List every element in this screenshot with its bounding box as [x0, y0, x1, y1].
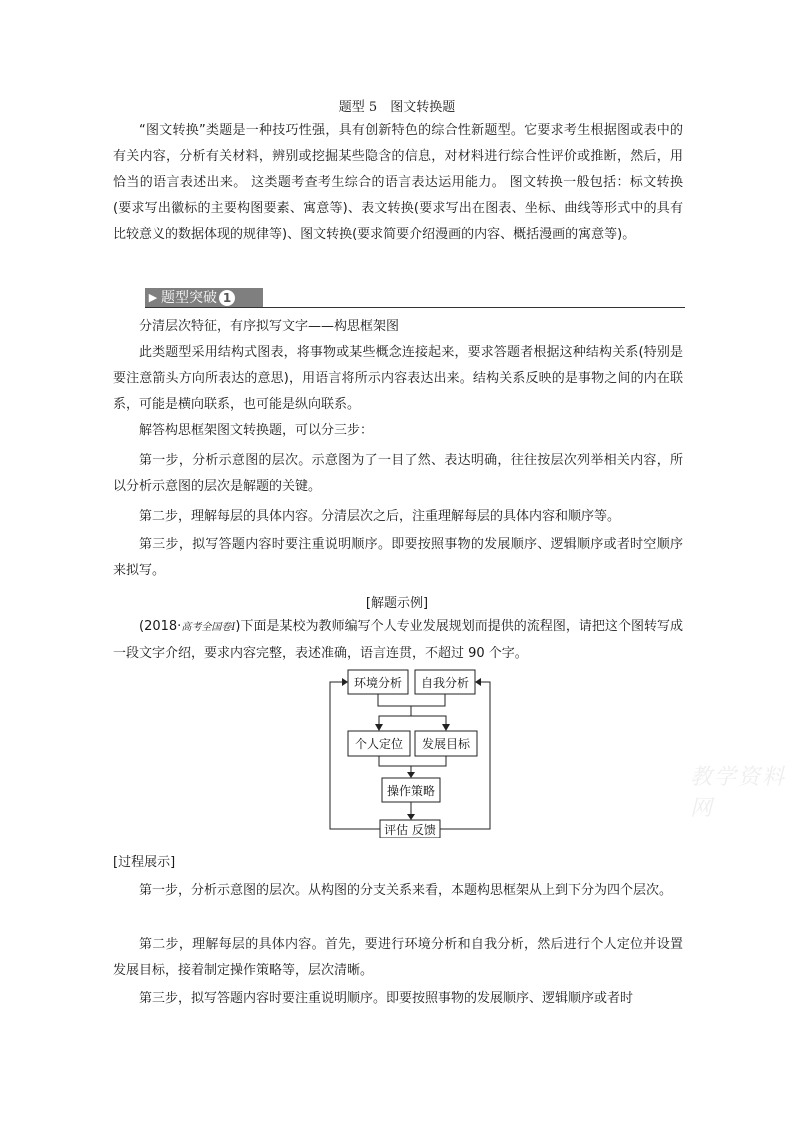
flow-arrow-loop-right [475, 678, 481, 686]
flow-label-env: 环境分析 [353, 676, 403, 690]
section-paragraph-2: 解答构思框架图文转换题，可以分三步： [139, 423, 374, 438]
example-year: (2018· [139, 619, 182, 634]
watermark: 教学资料网 [690, 765, 787, 821]
flow-connector-middle [379, 756, 446, 766]
process-paragraph-1: 第一步，分析示意图的层次。从构图的分支关系来看，本题构思框架从上到下分为四个层次。 [139, 883, 673, 898]
section-subtitle: 分清层次特征，有序拟写文字——构思框架图 [139, 319, 400, 334]
section-paragraph-1: 此类题型采用结构式图表，将事物或某些概念连接起来，要求答题者根据这种结构关系(特别是要注意箭头方向所表达的意思)，用语言将所示内容表达出来。结构关系反映的是事物之间的内在联系，可能是横向联系，也可能是纵向联系。 [113, 345, 683, 412]
flow-connector-top [378, 694, 445, 706]
flowchart [320, 668, 500, 838]
section-paragraph-3: 第一步，分析示意图的层次。示意图为了一目了然、表达明确，往往按层次列举相关内容，所以分析示意图的层次是解题的关键。 [113, 453, 683, 494]
flow-label-feedback: 评估 反馈 [384, 823, 436, 837]
intro-paragraph: “图文转换”类题是一种技巧性强，具有创新特色的综合性新题型。它要求考生根据图或表中的有关内容，分析有关材料，辨别或挖掘某些隐含的信息，对材料进行综合性评价或推断，然后，用恰当的语言表述出来。 这类题考查考生综合的语言表达运用能力。 图文转换一般包括：标文转换(要求写出徽标的主要构图要素、寓意等)、表文转换(要求写出在图表、坐标、曲线等形式中的具有比较意义的数据体现的规律等)、图文转换(要求简要介绍漫画的内容、概括漫画的寓意等)。 [113, 123, 683, 242]
section-divider [145, 307, 685, 308]
flow-label-self: 自我分析 [420, 676, 470, 690]
section-paragraph-5: 第三步，拟写答题内容时要注重说明顺序。即要按照事物的发展顺序、逻辑顺序或者时空顺序来拟写。 [113, 537, 683, 578]
section-banner [145, 288, 263, 308]
example-source: 高考全国卷Ⅰ [181, 622, 236, 633]
page-title: 题型 5 图文转换题 [338, 100, 456, 115]
flow-label-strategy: 操作策略 [386, 784, 436, 798]
flow-label-position: 个人定位 [354, 737, 404, 751]
section-paragraph-4: 第二步，理解每层的具体内容。分清层次之后，注重理解每层的具体内容和顺序等。 [139, 509, 621, 524]
process-paragraph-3: 第三步，拟写答题内容时要注重说明顺序。即要按照事物的发展顺序、逻辑顺序或者时 [139, 991, 634, 1006]
process-paragraph-2: 第二步，理解每层的具体内容。首先，要进行环境分析和自我分析，然后进行个人定位并设置发展目标，接着制定操作策略等，层次清晰。 [113, 937, 683, 978]
flow-arrow-feedback [407, 814, 415, 820]
flow-arrow-strategy [407, 772, 415, 778]
banner-number: 1 [219, 290, 235, 306]
example-question-text: )下面是某校为教师编写个人专业发展规划而提供的流程图，请把这个图转写成一段文字介绍，要求内容完整，表述准确，语言连贯，不超过 90 个字。 [113, 619, 684, 661]
banner-label: 题型突破 [161, 290, 217, 306]
flow-arrow-goal [442, 724, 450, 731]
flow-label-goal: 发展目标 [421, 737, 471, 751]
example-question [113, 614, 683, 667]
flow-connector-split [379, 716, 446, 726]
process-label: [过程展示] [113, 855, 176, 870]
play-arrow-icon: ▶ [148, 291, 158, 304]
example-label: [解题示例] [365, 596, 429, 611]
flow-arrow-loop-left [342, 678, 348, 686]
flow-arrow-position [375, 724, 383, 731]
